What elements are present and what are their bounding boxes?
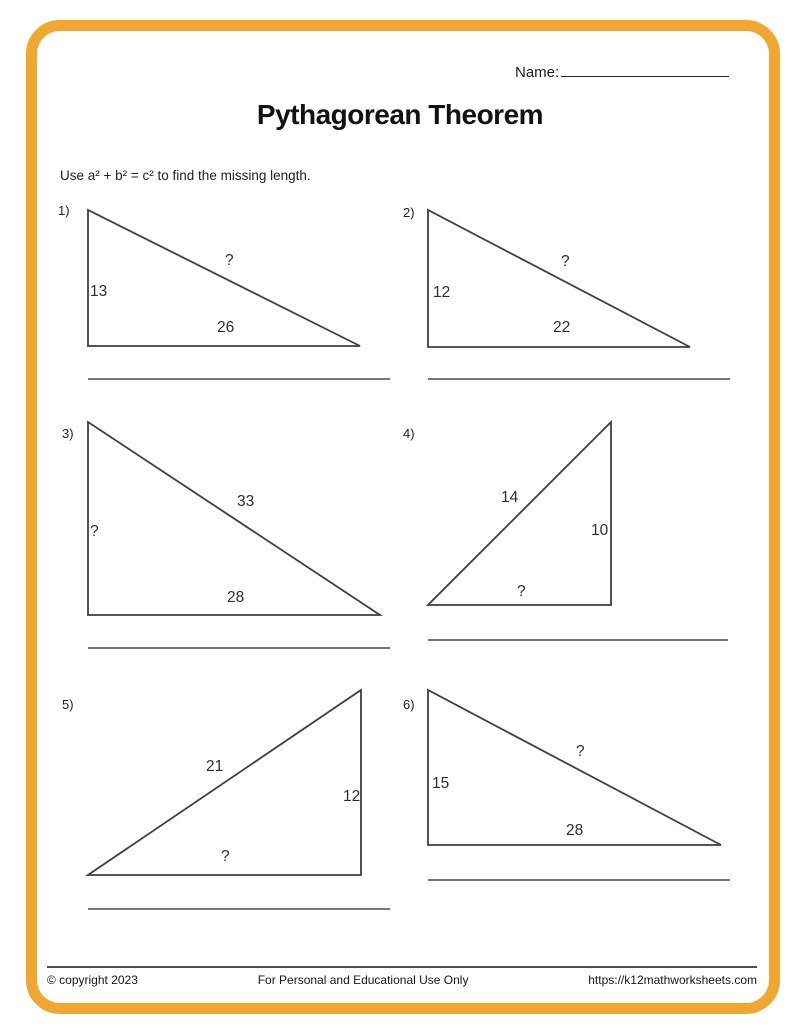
footer-divider	[47, 966, 757, 968]
footer-usage-note: For Personal and Educational Use Only	[257, 973, 469, 987]
side-label-bottom: 28	[227, 589, 245, 606]
problem-number: 6)	[403, 697, 415, 712]
side-label-vertical: 15	[432, 775, 450, 792]
footer	[47, 973, 757, 987]
side-label-hypotenuse: ?	[225, 252, 234, 269]
side-label-vertical: 10	[591, 522, 609, 539]
answer-line	[428, 378, 730, 380]
answer-line	[88, 908, 390, 910]
side-label-hypotenuse: 33	[237, 493, 255, 510]
side-label-vertical: 12	[343, 788, 361, 805]
triangle-figure	[395, 678, 745, 928]
side-label-bottom: ?	[221, 848, 230, 865]
side-label-vertical: ?	[90, 523, 99, 540]
side-label-hypotenuse: ?	[576, 743, 585, 760]
page-title: Pythagorean Theorem	[256, 99, 544, 130]
answer-line	[88, 647, 390, 649]
name-field	[515, 63, 729, 81]
side-label-bottom: 22	[553, 319, 571, 336]
footer-url: https://k12mathworksheets.com	[588, 973, 757, 987]
problem-number: 1)	[58, 203, 70, 218]
side-label-vertical: 13	[90, 283, 108, 300]
name-underline	[561, 63, 729, 77]
name-label: Name:	[515, 64, 560, 81]
problem-1	[50, 198, 400, 393]
side-label-hypotenuse: ?	[561, 253, 570, 270]
side-label-hypotenuse: 21	[206, 758, 224, 775]
problem-number: 4)	[403, 426, 415, 441]
side-label-bottom: 28	[566, 822, 584, 839]
instruction-text: Use a² + b² = c² to find the missing length.	[60, 168, 311, 183]
problem-5	[50, 678, 400, 928]
answer-line	[428, 639, 728, 641]
problem-number: 2)	[403, 205, 415, 220]
answer-line	[428, 879, 730, 881]
side-label-bottom: ?	[517, 583, 526, 600]
problem-2	[395, 198, 745, 393]
answer-line	[88, 378, 390, 380]
triangle-figure	[395, 410, 745, 660]
problem-6	[395, 678, 745, 928]
side-label-vertical: 12	[433, 284, 451, 301]
side-label-hypotenuse: 14	[501, 489, 519, 506]
side-label-bottom: 26	[217, 319, 235, 336]
problem-number: 3)	[62, 426, 74, 441]
problem-3	[50, 410, 400, 660]
triangle-figure	[50, 410, 400, 660]
problem-4	[395, 410, 745, 660]
problem-number: 5)	[62, 697, 74, 712]
footer-copyright: © copyright 2023	[47, 973, 138, 987]
